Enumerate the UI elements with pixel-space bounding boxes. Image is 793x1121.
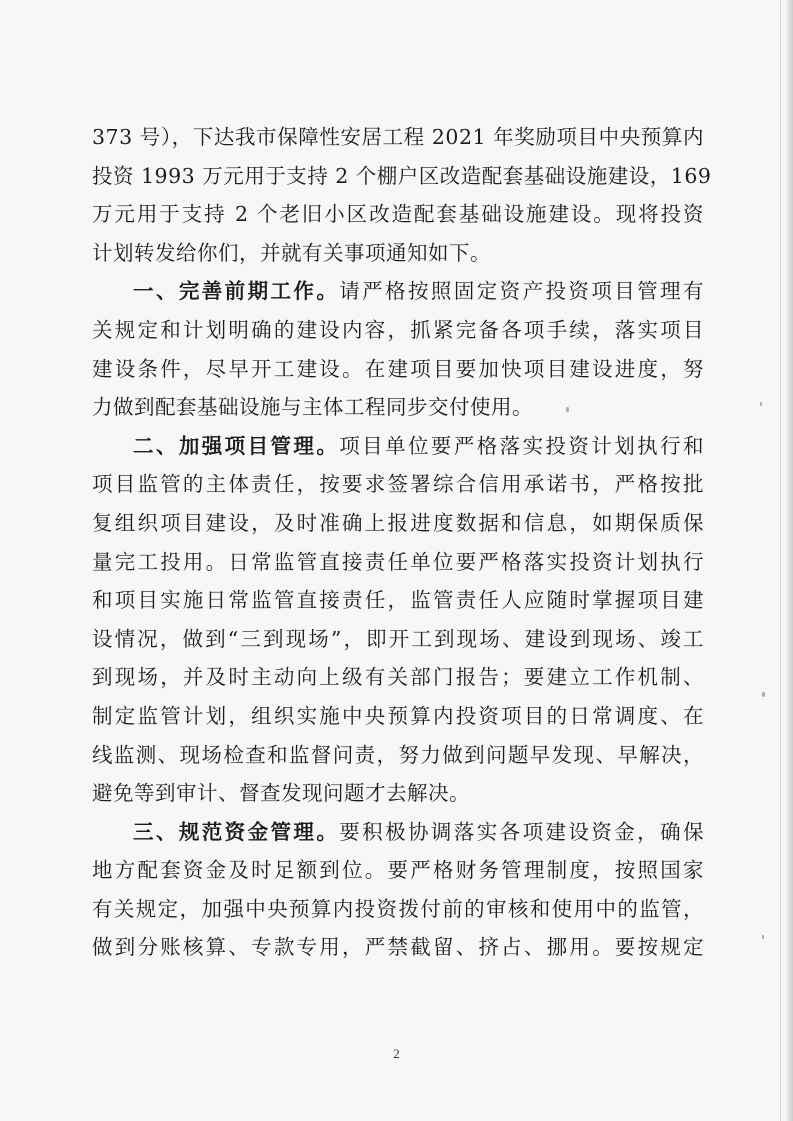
text-line: 和项目实施日常监管直接责任，监管责任人应随时掌握项目建 bbox=[92, 588, 704, 613]
text-run: 请严格按照固定资产投资项目管理有 bbox=[339, 279, 704, 304]
scan-edge-shadow bbox=[785, 0, 793, 1121]
text-line: 设情况，做到“三到现场”，即开工到现场、建设到现场、竣工 bbox=[92, 626, 704, 651]
text-line: 复组织项目建设，及时准确上报进度数据和信息，如期保质保 bbox=[92, 510, 704, 535]
section-heading: 三、规范资金管理。 bbox=[133, 819, 340, 844]
text-line: 做到分账核算、专款专用，严禁截留、挤占、挪用。要按规定 bbox=[92, 935, 704, 960]
text-line: 投资 1993 万元用于支持 2 个棚户区改造配套基础设施建设，169 bbox=[92, 163, 712, 188]
text-line: 线监测、现场检查和监督问责，努力做到问题早发现、早解决， bbox=[92, 742, 704, 767]
text-line: 有关规定，加强中央预算内投资拨付前的审核和使用中的监管， bbox=[92, 896, 704, 921]
text-line: 关规定和计划明确的建设内容，抓紧完备各项手续，落实项目 bbox=[92, 317, 704, 342]
text-line: 万元用于支持 2 个老旧小区改造配套基础设施建设。现将投资 bbox=[92, 202, 704, 227]
text-line: 制定监管计划，组织实施中央预算内投资项目的日常调度、在 bbox=[92, 703, 704, 728]
page-number: 2 bbox=[393, 1046, 400, 1061]
scan-speck bbox=[762, 692, 765, 697]
text-line: 项目监管的主体责任，按要求签署综合信用承诺书，严格按批 bbox=[92, 472, 704, 497]
text-line: 避免等到审计、督查发现问题才去解决。 bbox=[92, 781, 470, 806]
text-line: 373 号），下达我市保障性安居工程 2021 年奖励项目中央预算内 bbox=[92, 125, 704, 149]
section-first-line bbox=[92, 813, 704, 852]
text-run: 项目单位要严格落实投资计划执行和 bbox=[339, 433, 704, 458]
text-line: 计划转发给你们，并就有关事项通知如下。 bbox=[92, 240, 491, 265]
text-line: 量完工投用。日常监管直接责任单位要严格落实投资计划执行 bbox=[92, 549, 704, 574]
document-body bbox=[92, 118, 712, 967]
section-heading: 二、加强项目管理。 bbox=[133, 433, 340, 458]
section-heading: 一、完善前期工作。 bbox=[133, 279, 340, 304]
text-line: 地方配套资金及时足额到位。要严格财务管理制度，按照国家 bbox=[92, 858, 704, 883]
text-line: 建设条件，尽早开工建设。在建项目要加快项目建设进度，努 bbox=[92, 356, 704, 381]
scan-speck bbox=[762, 935, 764, 939]
text-run: 要积极协调落实各项建设资金，确保 bbox=[339, 819, 704, 844]
scan-speck bbox=[760, 402, 762, 406]
text-line: 力做到配套基础设施与主体工程同步交付使用。 bbox=[92, 395, 533, 420]
scan-edge-line bbox=[780, 0, 781, 1121]
text-line: 到现场，并及时主动向上级有关部门报告；要建立工作机制、 bbox=[92, 665, 704, 690]
section-first-line bbox=[92, 427, 704, 466]
section-first-line bbox=[92, 272, 704, 311]
